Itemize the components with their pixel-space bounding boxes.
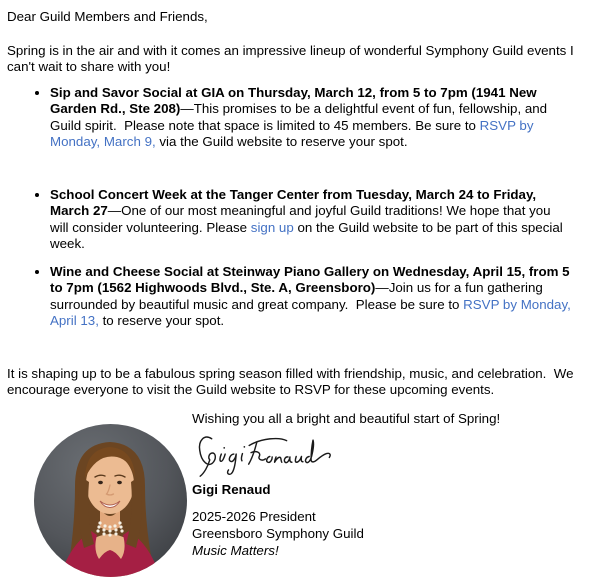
president-title: 2025-2026 President (192, 508, 316, 524)
greeting: Dear Guild Members and Friends, (7, 9, 208, 24)
portrait-illustration (34, 424, 187, 577)
event-text: —This promises to be a delightful event of fun, fellowship, and Guild spirit. Please note that space is limited to 45 members. Be sure to (50, 101, 551, 133)
event-item-sip-and-savor (50, 85, 572, 151)
president-portrait-photo (34, 424, 187, 577)
event-title: School Concert Week at the Tanger Center from Tuesday, March 24 to Friday, March 27 (50, 186, 540, 218)
event-text: to reserve your spot. (98, 313, 225, 328)
handwritten-signature (190, 432, 340, 480)
event-item-wine-and-cheese (50, 264, 572, 330)
event-title: Wine and Cheese Social at Steinway Piano Gallery on Wednesday, April 15, from 5 to 7pm (1562 Highwoods Blvd., Ste. A, Greensboro) (50, 263, 574, 295)
events-list (7, 85, 594, 330)
sign-up-link[interactable]: sign up (250, 219, 294, 235)
organization-name: Greensboro Symphony Guild (192, 525, 364, 541)
event-text: —Join us for a fun gathering surrounded by beautiful music and great company. Please be sure to (50, 280, 547, 312)
intro-paragraph: Spring is in the air and with it comes an impressive lineup of wonderful Symphony Guild events I can't wait to share with you! (7, 42, 578, 74)
president-name: Gigi Renaud (192, 482, 271, 497)
rsvp-april-13-link[interactable]: RSVP by Monday, April 13, (50, 296, 574, 328)
event-text: via the Guild website to reserve your spot. (155, 134, 408, 149)
rsvp-march-9-link[interactable]: RSVP by Monday, March 9, (50, 117, 538, 149)
motto: Music Matters! (192, 542, 279, 558)
event-item-school-concert-week (50, 187, 572, 253)
event-text: on the Guild website to be part of this special week. (50, 219, 567, 251)
closing-paragraph: It is shaping up to be a fabulous spring season filled with friendship, music, and celebration. We encourage everyone to visit the Guild website to RSVP for these upcoming events. (7, 365, 578, 397)
signature-block (7, 411, 594, 578)
event-text: —One of our most meaningful and joyful Guild traditions! We hope that you will consider volunteering. Please (50, 203, 555, 235)
signature-text-column (192, 411, 594, 559)
wish-line: Wishing you all a bright and beautiful start of Spring! (192, 410, 501, 426)
event-title: Sip and Savor Social at GIA on Thursday, March 12, from 5 to 7pm (1941 New Garden Rd., Ste 208) (50, 84, 541, 116)
